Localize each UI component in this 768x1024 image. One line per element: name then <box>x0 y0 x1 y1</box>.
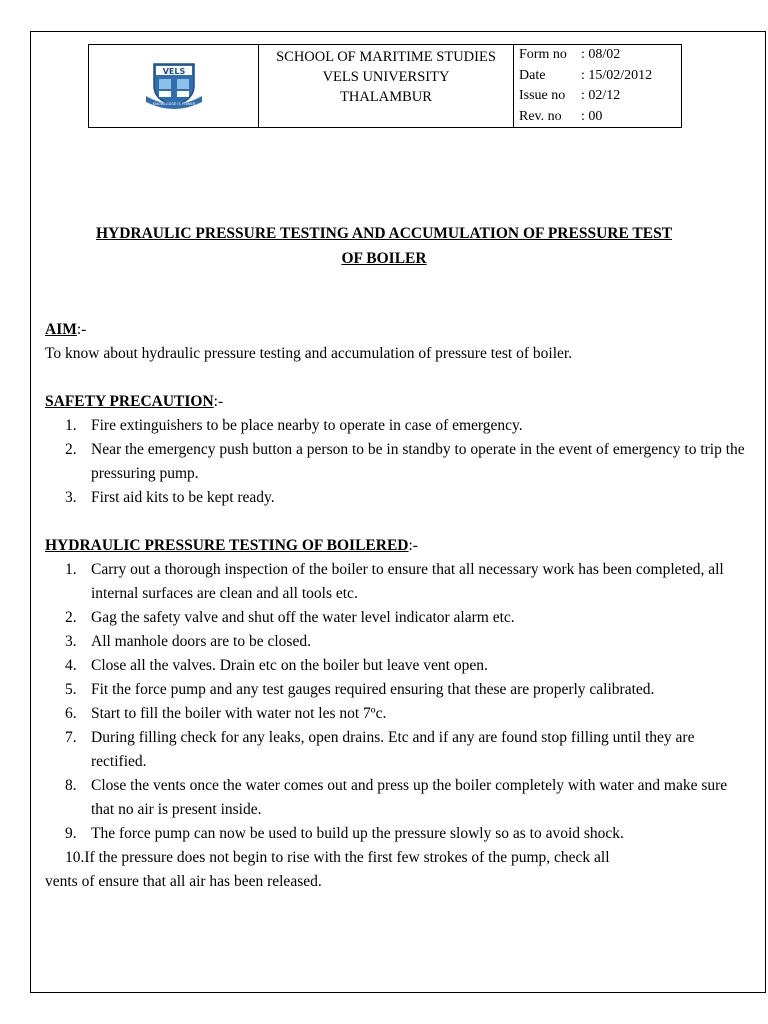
list-item-10: 10.If the pressure does not begin to rise with the first few strokes of the pump, check all vents of ensure that all air has been released. <box>45 849 610 890</box>
list-item: 9. The force pump can now be used to build up the pressure slowly so as to avoid shock. <box>65 825 624 842</box>
list-item: 2. Near the emergency push button a person to be in standby to operate in the event of emergency to trip the pressuring pump. <box>65 441 745 482</box>
logo-cell <box>89 45 259 128</box>
list-item: 7. During filling check for any leaks, open drains. Etc and if any are found stop filling until they are rectified. <box>65 729 695 770</box>
aim-heading: AIM:- <box>45 321 87 338</box>
date: Date : 15/02/2012 <box>519 67 653 83</box>
list-item: 2. Gag the safety valve and shut off the water level indicator alarm etc. <box>65 609 515 626</box>
list-item: 8. Close the vents once the water comes out and press up the boiler completely with water and make sure that no air is present inside. <box>65 777 728 818</box>
list-item: 4. Close all the valves. Drain etc on the boiler but leave vent open. <box>65 657 488 674</box>
logo-text: VELS <box>162 66 185 76</box>
university-logo <box>142 56 206 112</box>
list-item: 3. First aid kits to be kept ready. <box>65 489 275 506</box>
rev-no: Rev. no : 00 <box>519 108 603 124</box>
document-header <box>88 44 682 128</box>
aim-text: To know about hydraulic pressure testing and accumulation of pressure test of boiler. <box>45 345 573 362</box>
logo-ribbon: KNOWLEDGE IS POWER <box>152 101 195 106</box>
hydraulic-list <box>45 558 745 846</box>
school-line: VELS UNIVERSITY <box>322 69 450 85</box>
hydraulic-heading: HYDRAULIC PRESSURE TESTING OF BOILERED:- <box>45 537 418 554</box>
school-name-cell <box>259 45 514 128</box>
document-body <box>45 318 745 894</box>
list-item: 1. Fire extinguishers to be place nearby to operate in case of emergency. <box>65 417 523 434</box>
list-item: 3. All manhole doors are to be closed. <box>65 633 311 650</box>
list-item: 1. Carry out a thorough inspection of the boiler to ensure that all necessary work has been completed, all internal surfaces are clean and all tools etc. <box>65 561 724 602</box>
school-line: SCHOOL OF MARITIME STUDIES <box>276 49 496 65</box>
form-meta-cell <box>514 45 682 128</box>
issue-no: Issue no : 02/12 <box>519 88 621 103</box>
safety-list <box>45 414 745 510</box>
list-item: 6. Start to fill the boiler with water not les not 7ºc. <box>65 705 387 722</box>
school-line: THALAMBUR <box>340 89 432 105</box>
safety-heading: SAFETY PRECAUTION:- <box>45 393 224 410</box>
document-title: HYDRAULIC PRESSURE TESTING AND ACCUMULATION OF PRESSURE TEST OF BOILER <box>95 225 673 267</box>
form-no: Form no : 08/02 <box>519 47 621 62</box>
list-item: 5. Fit the force pump and any test gauges required ensuring that these are properly calibrated. <box>65 681 655 698</box>
